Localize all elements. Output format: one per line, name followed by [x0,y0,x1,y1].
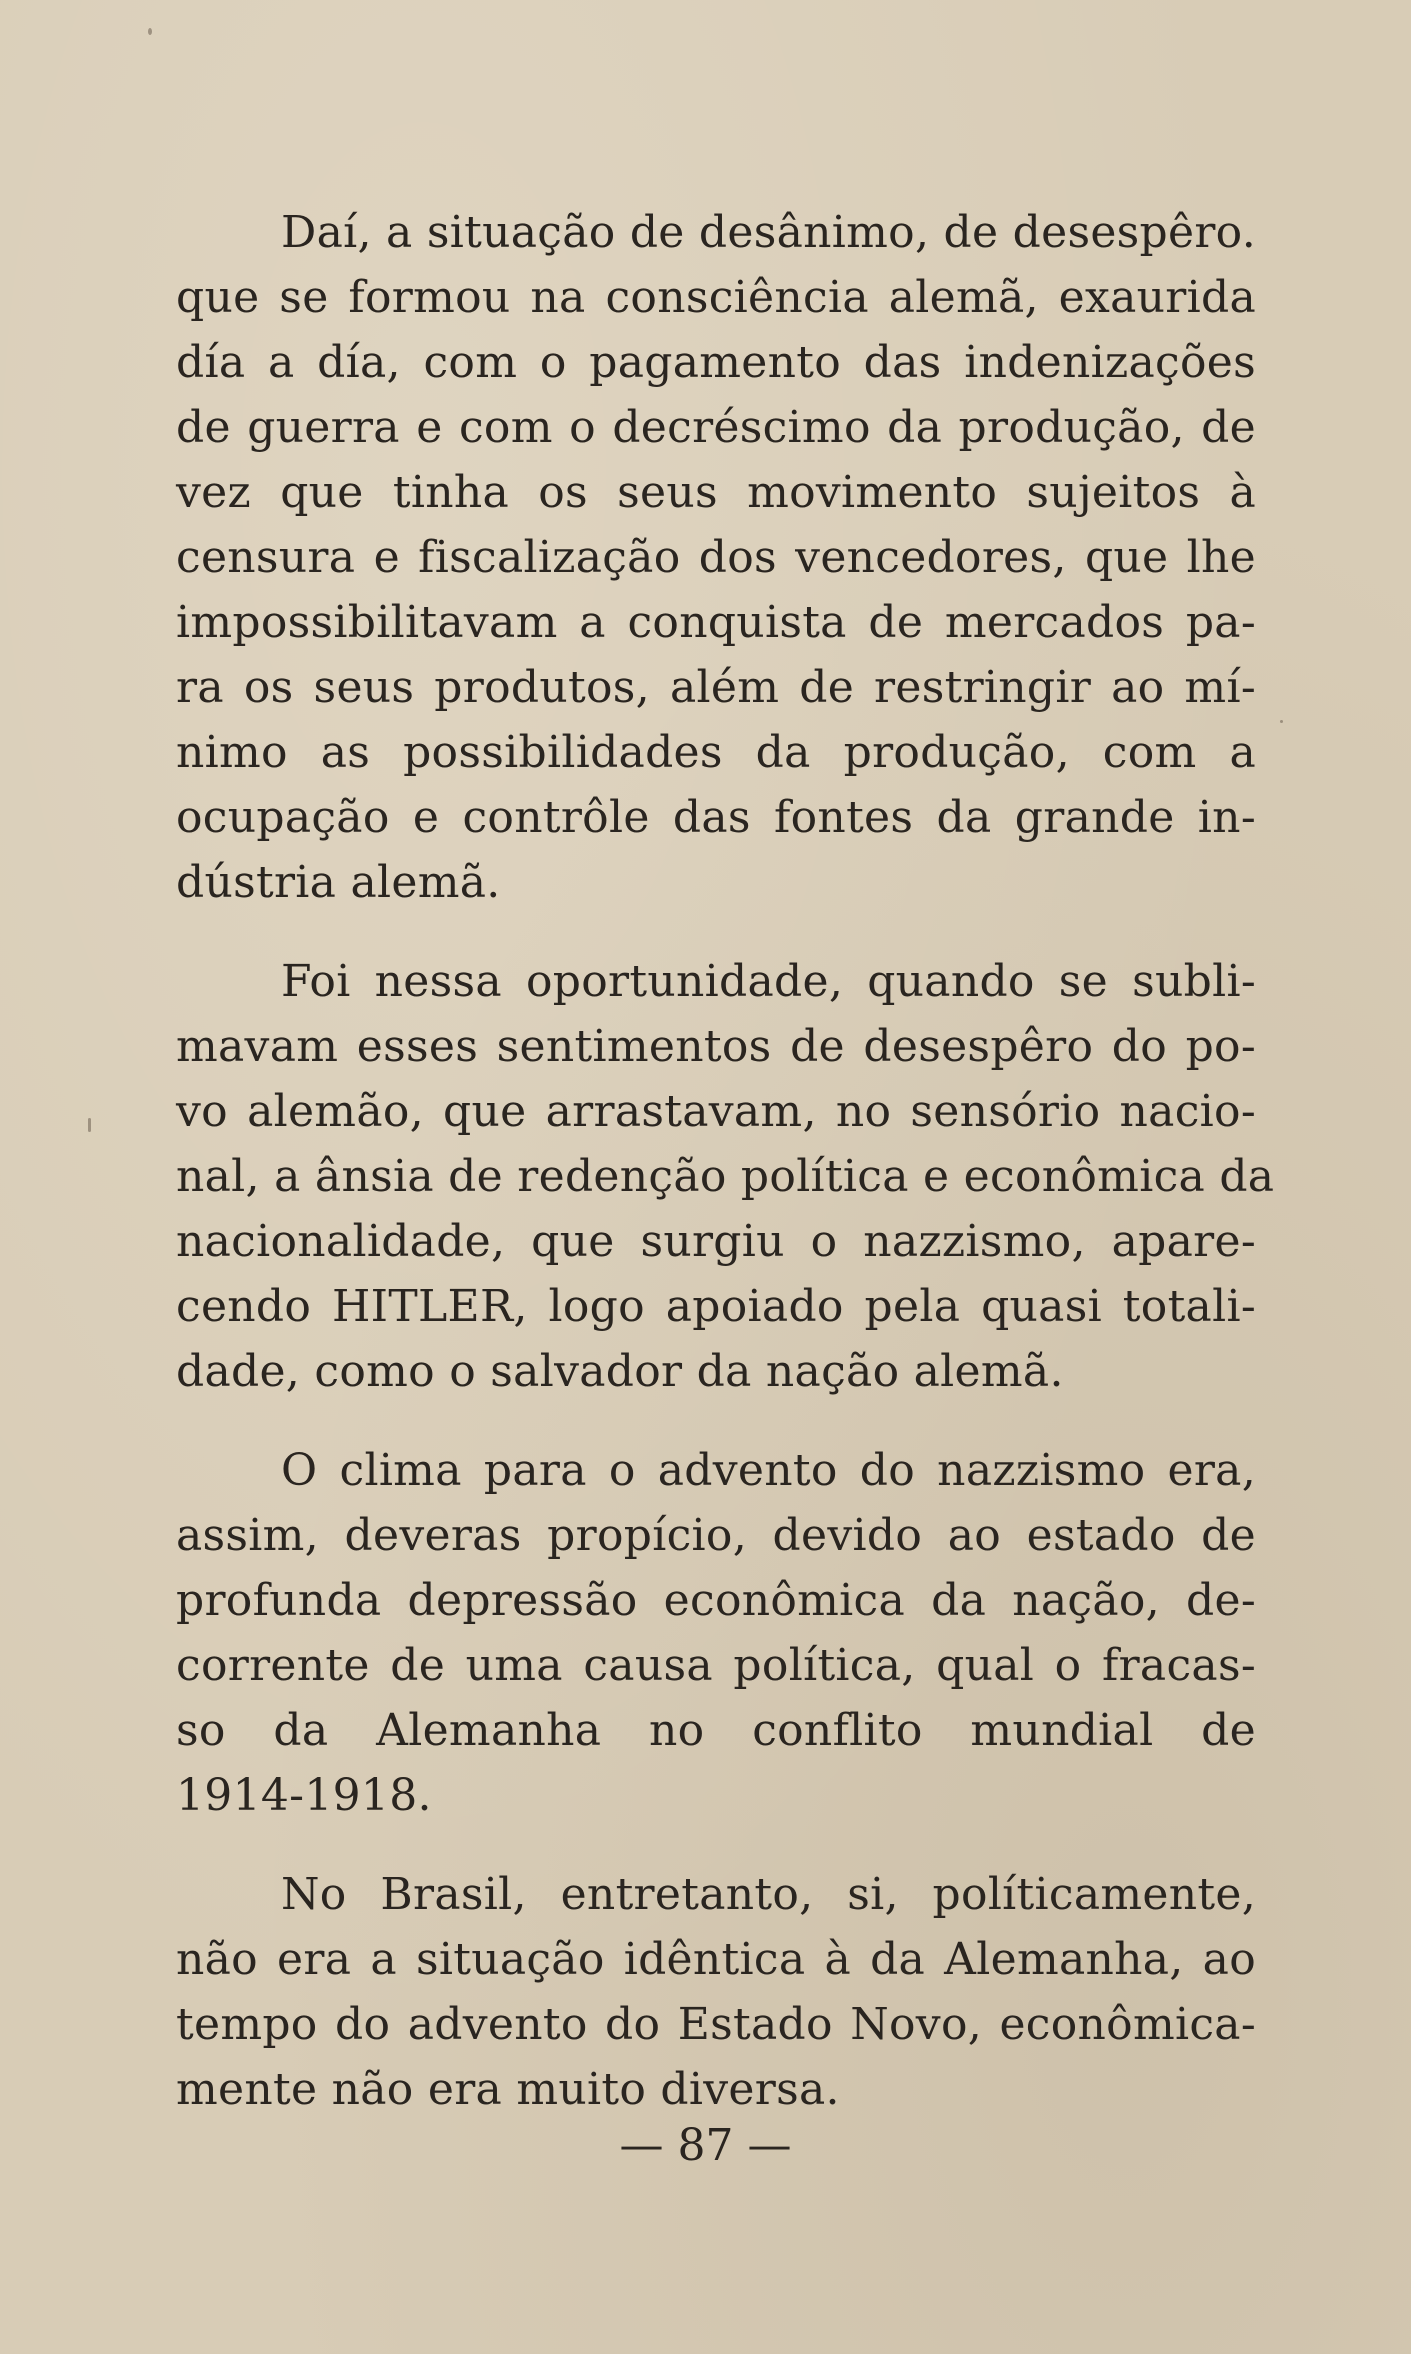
text-line: que se formou na consciência alemã, exaurida [176,272,1256,323]
text-line: vez que tinha os seus movimento sujeitos à [176,467,1256,518]
text-line: 1914-1918. [176,1770,432,1821]
paper-speck [88,1118,91,1132]
text-line: nal, a ânsia de redenção política e econômica da [176,1151,1275,1202]
page-number: — 87 — [619,2120,792,2171]
text-line: censura e fiscalização dos vencedores, que lhe [176,532,1256,583]
paragraph [176,1862,1256,2122]
text-line: día a día, com o pagamento das indenizações [176,337,1256,388]
text-line: cendo HITLER, logo apoiado pela quasi totali- [176,1281,1256,1332]
text-line: nimo as possibilidades da produção, com a [176,727,1256,778]
paper-speck [1280,720,1283,723]
text-line: Daí, a situação de desânimo, de desespêro. [281,207,1256,258]
text-line: não era a situação idêntica à da Alemanha, ao [176,1934,1256,1985]
text-line: vo alemão, que arrastavam, no sensório nacio- [176,1086,1256,1137]
text-line: mavam esses sentimentos de desespêro do po- [176,1021,1256,1072]
body-text [176,200,1275,2122]
text-line: ocupação e contrôle das fontes da grande in- [176,792,1256,843]
text-line: mente não era muito diversa. [176,2064,840,2115]
text-line: Foi nessa oportunidade, quando se subli- [281,956,1256,1007]
text-line: assim, deveras propício, devido ao estado de [176,1510,1256,1561]
text-line: impossibilitavam a conquista de mercados pa- [176,597,1256,648]
text-line: corrente de uma causa política, qual o fracas- [176,1640,1256,1691]
paper-speck [148,28,152,35]
text-line: No Brasil, entretanto, si, políticamente, [281,1869,1256,1920]
text-line: de guerra e com o decréscimo da produção, de [176,402,1256,453]
text-line: tempo do advento do Estado Novo, econômica- [176,1999,1256,2050]
text-line: O clima para o advento do nazzismo era, [281,1445,1256,1496]
text-line: ra os seus produtos, além de restringir ao mí- [176,662,1256,713]
paragraph [176,949,1275,1404]
paragraph [176,1438,1256,1828]
text-line: dústria alemã. [176,857,501,908]
text-line: nacionalidade, que surgiu o nazzismo, apare- [176,1216,1256,1267]
text-line: dade, como o salvador da nação alemã. [176,1346,1064,1397]
text-line: profunda depressão econômica da nação, de- [176,1575,1256,1626]
text-line: so da Alemanha no conflito mundial de [176,1705,1256,1756]
paragraph [176,200,1256,915]
